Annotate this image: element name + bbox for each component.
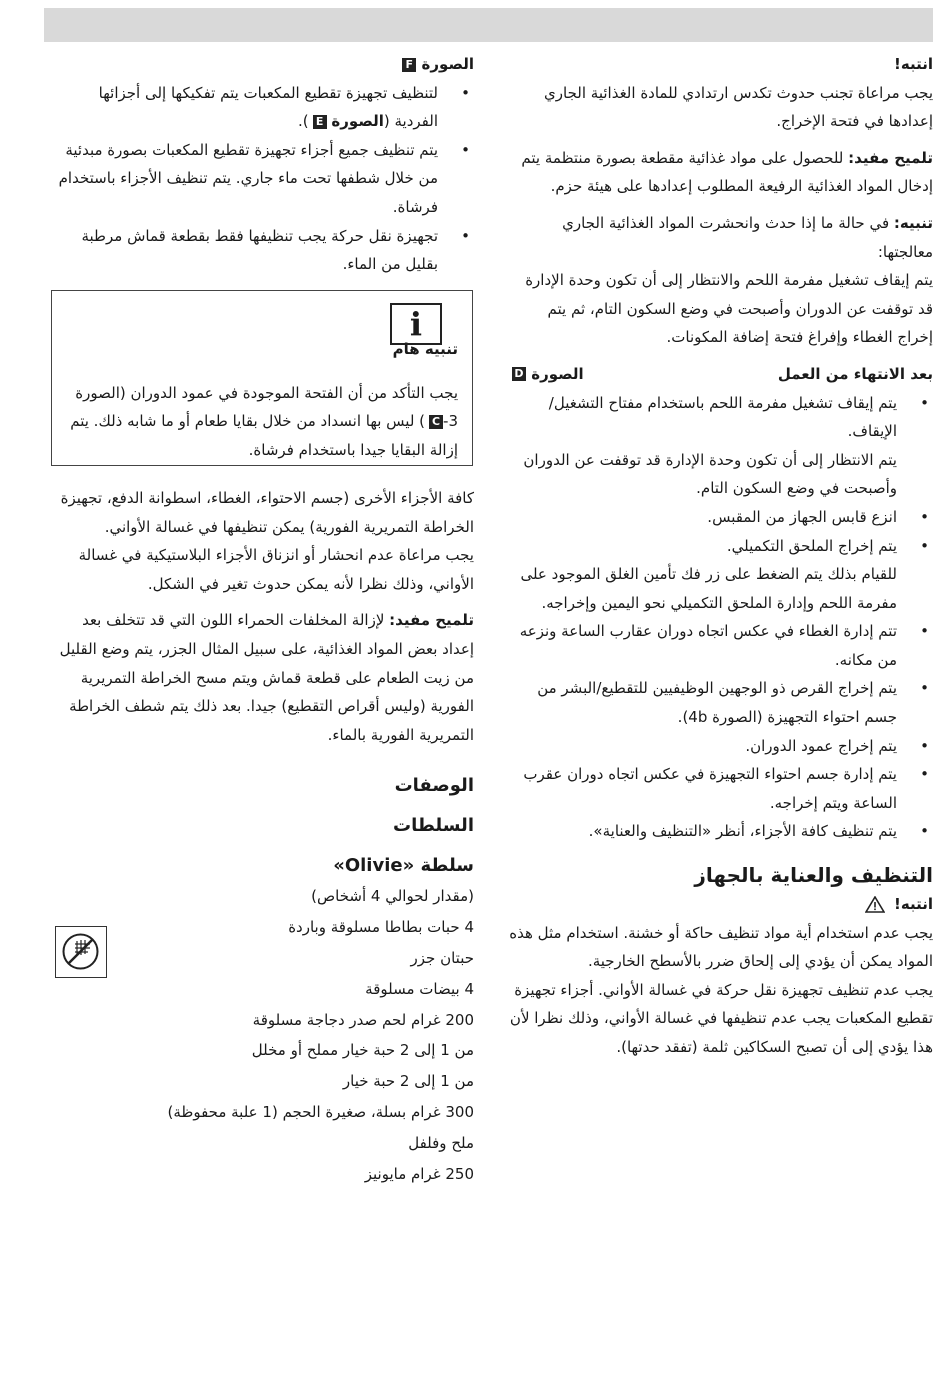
tip2-label: تلميح مفيد: — [389, 611, 474, 630]
important-title: تنبيه هام — [392, 340, 458, 358]
left-column — [52, 50, 474, 279]
tip-text: للحصول على مواد غذائية مقطعة بصورة منتظمة يتم إدخال المواد الغذائية الرفيعة المطلوب إعدادها على هيئة حزم. — [521, 148, 933, 196]
figure-f-item-suffix: ). — [298, 112, 309, 131]
figure-e-letter: E — [313, 115, 327, 129]
after-work-item-text: يتم إيقاف تشغيل مفرمة اللحم باستخدام مفتاح التشغيل/الإيقاف. — [548, 393, 897, 441]
figure-f-item — [52, 79, 474, 136]
ingredient-line: 300 غرام بسلة، صغيرة الحجم (1 علبة محفوظة) — [167, 1102, 474, 1121]
attention2-text-2: يجب عدم تنظيف تجهيزة نقل حركة في غسالة الأواني. أجزاء تجهيزة تقطيع المكعبات يجب عدم تنظيفها في غسالة الأواني، وذلك نظرا لأن هذا يؤدي إلى أن تصبح السكاكين ثلمة (تفقد حدتها). — [509, 980, 933, 1056]
ingredient-line: (مقدار لحوالي 4 أشخاص) — [311, 887, 474, 906]
after-work-heading: بعد الانتهاء من العمل — [777, 364, 933, 383]
after-work-item — [508, 389, 933, 503]
info-icon: i — [390, 303, 442, 345]
left-column-lower — [52, 484, 474, 1189]
figure-f-list — [52, 79, 474, 279]
important-text: يجب التأكد من أن الفتحة الموجودة في عمود الدوران (الصورة 3-C) ليس بها انسداد من خلال بقايا طعام أو ما شابه ذلك. يتم إزالة البقايا جيدا باستخدام فرشاة. — [70, 383, 458, 459]
recipes-heading: الوصفات — [394, 775, 474, 797]
ingredient-line: 4 حبات بطاطا مسلوقة وباردة — [288, 918, 474, 937]
attention2-heading: انتبه! — [508, 890, 933, 919]
ingredient-line: ملح وفلفل — [408, 1133, 474, 1152]
figure-f-item — [52, 222, 474, 279]
attention-heading: انتبه! — [894, 55, 933, 73]
attention-text: يجب مراعاة تجنب حدوث تكدس ارتدادي للمادة الغذائية الجاري إعدادها في فتحة الإخراج. — [544, 83, 933, 131]
tip-label: تلميح مفيد: — [848, 148, 933, 167]
warning-icon — [865, 896, 885, 913]
header-bar — [44, 8, 933, 42]
after-work-item-text: يتم إدارة جسم احتواء التجهيزة في عكس اتجاه دوران عقرب الساعة ويتم إخراجه. — [523, 765, 897, 812]
after-work-item — [508, 760, 933, 817]
note-body: يتم إيقاف تشغيل مفرمة اللحم والانتظار إلى أن تكون وحدة الإدارة قد توقفت عن الدوران وأصبحت في وضع السكون التام، ثم يتم إخراج الغطاء وإفراغ فتحة إضافة المكونات. — [525, 271, 933, 347]
note-paragraph — [508, 209, 933, 266]
tip-paragraph — [508, 144, 933, 201]
after-work-item — [508, 503, 933, 532]
figure-d-label: الصورة D — [508, 360, 584, 389]
plastic-parts-paragraph: يجب مراعاة عدم انحشار أو انزناق الأجزاء البلاستيكية في غسالة الأواني، وذلك نظرا لأنه يمكن حدوث تغير في الشكل. — [78, 546, 474, 593]
ingredient-line: من 1 إلى 2 حبة خيار مملح أو مخلل — [251, 1041, 474, 1060]
salad-title: سلطة «Olivie» — [333, 855, 474, 877]
figure-d-letter: D — [512, 367, 526, 381]
other-parts-paragraph: كافة الأجزاء الأخرى (جسم الاحتواء، الغطاء، اسطوانة الدفع، تجهيزة الخراطة التمريرية الفورية) يمكن تنظيفها في غسالة الأواني. — [60, 489, 474, 536]
right-column — [508, 50, 933, 1062]
cleaning-heading: التنظيف والعناية بالجهاز — [694, 863, 933, 888]
figure-f-heading: الصورة F — [52, 50, 474, 79]
tip2-paragraph — [52, 606, 474, 749]
tip2-text: لإزالة المخلفات الحمراء اللون التي قد تتخلف بعد إعداد بعض المواد الغذائية، على سبيل المثال الجزر، يتم وضع القليل من زيت الطعام على قطعة قماش ويتم مسح الخراطة التمريرية الفورية (وليس أقراص التقطيع) جيدا. بعد ذلك يتم شطف الخراطة التمريرية الفورية بالماء. — [59, 611, 474, 744]
ingredient-line: 200 غرام لحم صدر دجاجة مسلوقة — [252, 1010, 474, 1029]
after-work-item — [508, 617, 933, 674]
attention2-text-1: يجب عدم استخدام أية مواد تنظيف حاكة أو خشنة. استخدام مثل هذه المواد يمكن أن يؤدي إلى إلحاق ضرر بالأسطح الخارجية. — [509, 923, 933, 971]
after-work-item-text: يتم تنظيف كافة الأجزاء، أنظر «التنظيف والعناية». — [588, 822, 897, 841]
after-work-item — [508, 674, 933, 731]
ingredient-line: 4 بيضات مسلوقة — [365, 979, 474, 998]
salads-heading: السلطات — [393, 815, 474, 837]
figure-f-item — [52, 136, 474, 222]
after-work-item-text: تتم إدارة الغطاء في عكس اتجاه دوران عقارب الساعة ونزعه من مكانه. — [519, 622, 897, 669]
after-work-item-detail: يتم الانتظار إلى أن تكون وحدة الإدارة قد توقفت عن الدوران وأصبحت في وضع السكون التام. — [523, 450, 897, 498]
figure-f-item-text: تجهيزة نقل حركة يجب تنظيفها فقط بقطعة قماش مرطبة بقليل من الماء. — [81, 226, 438, 274]
after-work-heading-row — [508, 360, 933, 389]
ingredient-line: من 1 إلى 2 حبة خيار — [342, 1072, 474, 1091]
after-work-item — [508, 817, 933, 846]
after-work-list — [508, 389, 933, 847]
after-work-item-detail: للقيام بذلك يتم الضغط على زر فك تأمين الغلق الموجود على مفرمة اللحم وإدارة الملحق التكميلي نحو اليمين وإخراجه. — [520, 565, 897, 612]
no-dishwasher-icon — [55, 926, 107, 978]
ingredient-line: حبتان جزر — [410, 948, 474, 967]
after-work-item-text: انزع قابس الجهاز من المقبس. — [707, 507, 897, 526]
after-work-item — [508, 732, 933, 761]
after-work-item — [508, 532, 933, 618]
after-work-item-text: يتم إخراج الملحق التكميلي. — [726, 536, 897, 555]
figure-f-item-text: يتم تنظيف جميع أجزاء تجهيزة تقطيع المكعبات بصورة مبدئية من خلال شطفها تحت ماء جاري. يتم تنظيف الأجزاء باستخدام فرشاة. — [58, 140, 438, 216]
ingredients-list — [52, 881, 474, 1189]
important-note-box — [51, 290, 473, 466]
figure-ref-label: الصورة — [331, 112, 384, 131]
figure-f-letter: F — [402, 58, 416, 72]
note-label: تنبيه: — [893, 213, 933, 232]
figure-c-letter: C — [429, 415, 443, 429]
after-work-item-text: يتم إخراج القرص ذو الوجهين الوظيفيين للتقطيع/البشر من جسم احتواء التجهيزة (الصورة 4b). — [537, 679, 897, 727]
figure-f-item-text: لتنظيف تجهيزة تقطيع المكعبات يتم تفكيكها إلى أجزائها الفردية ( — [98, 83, 438, 131]
note-text: في حالة ما إذا حدث وانحشرت المواد الغذائية الجاري معالجتها: — [562, 213, 933, 261]
after-work-item-text: يتم إخراج عمود الدوران. — [745, 736, 897, 755]
ingredient-line: 250 غرام مايونيز — [364, 1164, 474, 1183]
